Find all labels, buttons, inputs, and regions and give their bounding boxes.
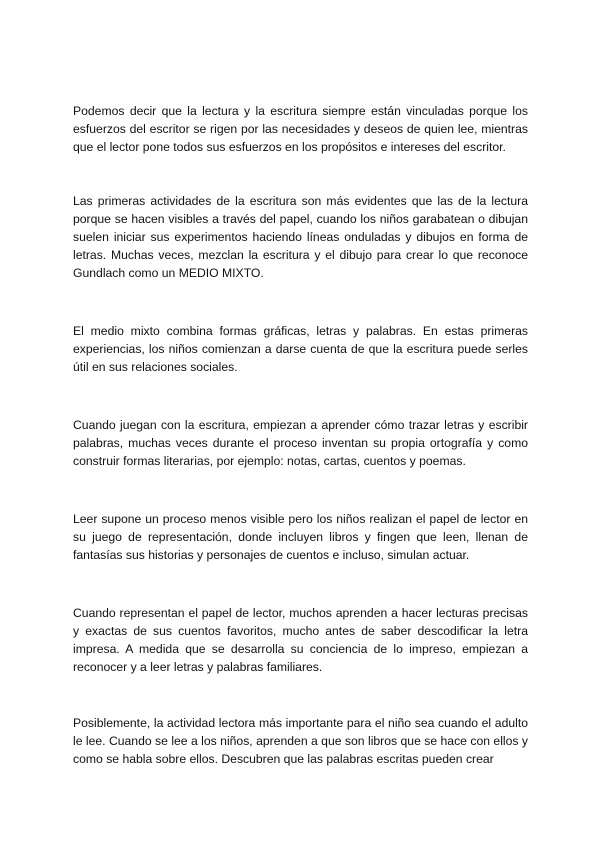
paragraph-primeras-actividades-escritura: Las primeras actividades de la escritura son más evidentes que las de la lectura porque se hacen visibles a través del papel, cuando los niños garabatean o dibujan suelen iniciar sus experimentos haciendo líneas onduladas y dibujos en forma de letras. Muchas veces, mezclan la escritura y el dibujo para crear lo que reconoce Gundlach como un MEDIO MIXTO. [73, 194, 528, 280]
paragraph-actividad-lectora-importante: Posiblemente, la actividad lectora más importante para el niño sea cuando el adulto le lee. Cuando se lee a los niños, aprenden a que son libros que se hace con ellos y como se habla sobre ellos. Descubren que las palabras escritas pueden crear [73, 716, 528, 766]
paragraph-leer-proceso-menos-visible: Leer supone un proceso menos visible pero los niños realizan el papel de lector en su juego de representación, donde incluyen libros y fingen que leen, llenan de fantasías sus historias y personajes de cuentos e incluso, simulan actuar. [73, 512, 528, 562]
paragraph-juegan-con-escritura: Cuando juegan con la escritura, empiezan a aprender cómo trazar letras y escribir palabras, muchas veces durante el proceso inventan su propia ortografía y como construir formas literarias, por ejemplo: notas, cartas, cuentos y poemas. [73, 418, 528, 468]
paragraph-papel-de-lector: Cuando representan el papel de lector, muchos aprenden a hacer lecturas precisas y exactas de sus cuentos favoritos, mucho antes de saber descodificar la letra impresa. A medida que se desarrolla su conciencia de lo impreso, empiezan a reconocer y a leer letras y palabras familiares. [73, 606, 528, 674]
paragraph-medio-mixto: El medio mixto combina formas gráficas, letras y palabras. En estas primeras experiencias, los niños comienzan a darse cuenta de que la escritura puede serles útil en sus relaciones sociales. [73, 324, 528, 374]
paragraph-lectura-escritura-vinculadas: Podemos decir que la lectura y la escritura siempre están vinculadas porque los esfuerzos del escritor se rigen por las necesidades y deseos de quien lee, mientras que el lector pone todos sus esfuerzos en los propósitos e intereses del escritor. [73, 104, 528, 154]
